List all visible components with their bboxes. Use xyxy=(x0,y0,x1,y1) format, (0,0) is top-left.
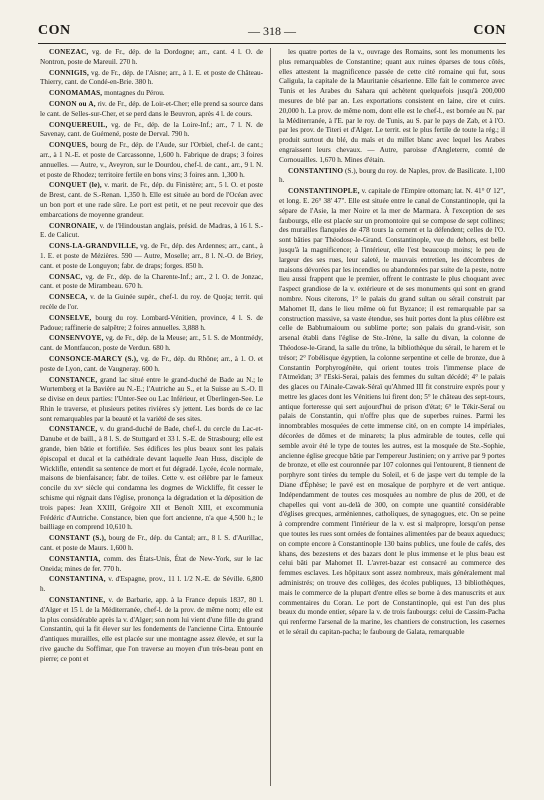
entry-text: vg. de Fr., dép. de l'Aisne; arr., à 1. E. et poste de Château-Thierry, cant. de Condé-en-Brie. 380 h. xyxy=(40,68,263,87)
entry-text: bourg du roy. Lombard-Vénitien, province, 4 l. S. de Padoue; raffinerie de salpêtre; 2 foires annuelles. 3,888 h. xyxy=(40,313,263,332)
entry-text: comm. des États-Unis, État de New-York, sur le lac Oneida; mines de fer. 770 h. xyxy=(40,554,263,573)
entry-headword: CONSENVOYE, xyxy=(49,334,104,343)
entry-text: vg. de Fr., dép. des Ardennes; arr., cant., à 1. E. et poste de Mézières. 590 — Autre, Moselle; arr., 8 l. N.-O. de Briey, cant. et poste de Longuyon; fabr. de draps; forges. 850 h. xyxy=(40,242,263,270)
page-number: — 318 — xyxy=(248,23,296,38)
entry-headword: CONSAC, xyxy=(49,272,83,281)
dictionary-entry xyxy=(40,334,263,354)
entry-text: v. de la Guinée supér., chef-l. du roy. de Quoja; territ. qui recèle de l'or. xyxy=(40,293,263,311)
entry-text: bourg de Fr., dép. de l'Aude, sur l'Orbiel, chef-l. de cant.; arr., à 1 N.-E. et poste de Carcassonne, 1,600 h. Fabrique de draps; 3 foires annuelles. — Autre, v., Aveyron, sur le Dourdou, chef-l. de cant., arr., 9 l. N. et poste de Rhodez; territoire fertile en bons vins; 3 foires ann. 1,300 h. xyxy=(40,141,263,179)
entry-headword: CONSECA, xyxy=(49,293,88,302)
entry-headword: CONSTANTINOPLE, xyxy=(288,187,360,196)
entry-headword: CONQUEREUIL, xyxy=(49,120,108,129)
entry-headword: CONSTANTINE, xyxy=(49,596,106,605)
entry-headword: CONNIGIS, xyxy=(49,68,89,77)
entry-headword: CONS-LA-GRANDVILLE, xyxy=(49,242,139,251)
entry-text: vg. de Fr., dép. de la Charente-Inf.; arr., 2 l. O. de Jonzac, cant. et poste de Mirambeau. 670 h. xyxy=(40,272,263,291)
entry-text: vg. de Fr., dép. de la Loire-Inf.; arr., 7 l. N. de Savenay, cant. de Guémené, poste de Derval. 790 h. xyxy=(40,120,263,139)
entry-headword: CONSELVE, xyxy=(49,313,92,322)
dictionary-entry xyxy=(40,69,263,89)
entry-text: v. capitale de l'Empire ottoman; lat. N. 41° 0' 12", et long. E. 26° 38' 47". Elle est située entre le canal de Constantinople, qui la sépare de l'Asie, la mer Noire et la mer de Marmara. À l'exception de ses faubourgs, elle est placée sur un promontoire qui se compose de sept collines; des murailles flanquées de 478 tours la cernent et la défendent; celles de l'O. sont bâties par Théodose-le-Grand. Constantinople, vue du dehors, est belle jusqu'à la magnificence; à l'intérieur, elle l'est beaucoup moins; le peu de largeur des ses rues, leur saleté, le mauvais entretien, les décombres de maisons dévorées par les incendies ou abandonnées par suite de la peste, notre lieu aussi frappent que le premier, offrent le contraste le plus choquant avec l'aspect grandiose de la v. extérieure et de ses monuments qui sont en grand nombre. Nous citerons, 1° le palais du grand sultan ou sérail construit par Mahomet II, dans le lieu même où fut Byzance; il est remarquable par sa construction massive, sa vaste étendue, ses huit portes dont la plus célèbre est celle de Babhumaioum ou sublime porte; son palais du grand-visir, son arsenal établi dans l'église de Ste.-Irène, la salle du divan, la colonne de Théodose-le-Grand, la salle du trône, la bibliothèque du sérail, le harem et le trésor; 2° l'obélisque égyptien, la colonne serpentine et celle de bronze, due à Constantin Porphyrogénète, qui orient toutes trois l'immense place de l'Atmeïdan; 3° l'Eski-Serai, palais des femmes du sultan décédé; 4° le palais des glaces ou l'Ainale-Cawak-Séraï qu'Ahmed III fit construire exprès pour y mettre les glaces dont les Vénitiens lui firent don; 5° le château des sept-tours, antique forteresse qui sert aujourd'hui de prison d'état; 6° le Tékir-Seraï ou palais de Constantin, qui n'offre plus que de superbes ruines. Parmi les innombrables mosquées de cette immense cité, on en compte 14 impériales, décorées de dômes et de minarets; la plus admirable de toutes, celle qui semble avoir été le type de toutes les autres, est la mosquée de Ste.-Sophie, ancienne église grecque bâtie par l'empereur Justinien; on y arrive par 9 portes de bronze, et elle est couronnée par 107 colonnes qui l'entourent, 8 tiennent de porphyre sont tirées du temple du Soleil, et 6 de jaspe vert du temple de la Diane d'Éphèse; le pavé est en mosaïque de porphyre et de vert antique. Indépendamment de toutes ces mosquées au nombre de plus de 200, et de chapelles qui vont au-delà de 300, on compte une quantité considérable d'églises grecques, arméniennes, catholiques, de synagogues, etc. On se peine à comprendre comment l'intérieur de la v. est si malpropre, lorsqu'on pense que toutes les rues sont ornées de fontaines alimentées par de beaux aqueducs; on compte encore à Constantinople 130 bains publics, une foule de cafés, des khans, des bezestens et des bazars dont le plus immense et le plus beau est celui bâti par Mahomet II. L'avret-bazar est consacré au commerce des femmes esclaves. Les hôpitaux sont assez nombreux, mais généralement mal administrés; on trouve des collèges, des écoles publiques, 13 bibliothèques, mais le commerce de la plupart d'entre elles se borne à des manuscrits et aux commentaires du Coran. Le port de Constantinople, qui est l'un des plus beaux du monde entier, sépare la v. de trois faubourgs: celui de Cassim-Pacha qui renferme l'arsenal de la marine, les chantiers de construction, les casernes et le sérail du capitan-pacha; le faubourg de Galata, remarquable xyxy=(279,187,505,637)
dictionary-entry xyxy=(40,596,263,665)
dictionary-entry xyxy=(40,293,263,313)
entry-text: vg. de Fr., dép. de la Meuse; arr., 5 l. S. de Montmédy, cant. de Montfaucon, poste de Verdun. 680 h. xyxy=(40,334,263,353)
dictionary-entry xyxy=(40,314,263,334)
dictionary-entry xyxy=(40,555,263,575)
column-divider xyxy=(270,48,271,786)
entry-headword: CONRONAIE, xyxy=(49,221,98,230)
page-header xyxy=(38,22,506,40)
entry-text: riv. de Fr., dép. de Loir-et-Cher; elle prend sa source dans le cant. de Selles-sur-Cher, et se perd dans le Beuvron, après 4 l. de cours. xyxy=(40,99,263,118)
entry-headword: CONSTANCE, xyxy=(49,425,98,434)
dictionary-entry xyxy=(40,376,263,425)
entry-headword: CONSTANT (S.), xyxy=(49,534,107,543)
left-column xyxy=(40,48,263,788)
dictionary-entry xyxy=(40,242,263,271)
dictionary-entry xyxy=(40,141,263,180)
dictionary-entry xyxy=(40,534,263,554)
entry-headword: CONSTANCE, xyxy=(49,375,98,384)
dictionary-entry xyxy=(40,273,263,293)
header-left-word: CON xyxy=(38,23,71,38)
entry-headword: CONQUET (le), xyxy=(49,181,102,190)
entry-headword: CONSONCE-MARCY (S.), xyxy=(49,354,139,363)
entry-text: v. du grand-duché de Bade, chef-l. du cercle du Lac-et-Danube et de baill., à 8 l. S. de Stuttgard et 33 l. S.-E. de Strasbourg; elle est grande, bien bâtie et fortifiée. Ses édifices les plus beaux sont les palais épiscopal et ducal et la cathédrale devant laquelle Jean Huss, disciple de Wicklifle, entendit sa sentence de mort et fut dégradé. Lycée, école normale, maisons de bienfaisance; fabr. de toiles. Cette v. est célèbre par le fameux concile du xvᵉ siècle qui condamna les dogmes de Wickliffe, fit cesser le schisme qui régnait dans l'église, prononça la dégradation et la déposition de trois papes: Jean XXIII, Grégoire XII et Benoît XIII, et excommunia Frédéric d'Autriche. Constance, bien que fort ancienne, n'a que 4,500 h.; le bailliage en comprend 10,610 h. xyxy=(40,425,263,532)
entry-text: v. d'Espagne, prov., 11 l. 1/2 N.-E. de Séville. 6,800 h. xyxy=(40,575,263,594)
dictionary-entry xyxy=(279,167,505,187)
right-column xyxy=(279,48,505,788)
entry-text: v. marit. de Fr., dép. du Finistère; arr., 5 l. O. et poste de Brest, cant. de S.-Renan. 1,350 h. Elle est située au bord de l'Océan avec un bon port et une rade sûre. Le port est petit, et ne peut recevoir que des embarcations de moyenne grandeur. xyxy=(40,181,263,219)
entry-text: vg. de Fr., dép. du Rhône; arr., à 1. O. et poste de Lyon, cant. de Vaugneray. 600 h. xyxy=(40,354,263,373)
dictionary-entry xyxy=(40,575,263,595)
dictionary-entry xyxy=(279,187,505,638)
dictionary-entry xyxy=(40,121,263,141)
entry-headword: CONON ou A, xyxy=(49,99,96,108)
entry-text: v. de Barbarie, app. à la France depuis 1837, 80 l. d'Alger et 15 l. de la Méditerranée, chef-l. de la prov. de même nom; elle est la plus considérable après la v. d'Alger; son nom lui vient d'une fille du grand Constantin, qui la fit élever sur les fondements de l'ancienne Cirta. Entourée d'antiques murailles, elle est placée sur une montagne assez élevée, et sur la rive gauche du Soffimar, que l'on traverse au moyen d'un très-beau pont en pierre; ce pont et xyxy=(40,596,263,663)
entry-headword: CONSTANTINA, xyxy=(49,575,106,584)
dictionary-entry xyxy=(40,181,263,220)
entry-text: les quatre portes de la v., ouvrage des Romains, sont les monuments les plus remarquables de Constantine; quant aux ruines éparses de tous côtés, elles attestent la magnificence passée de cette cité romaine qui fut, sous Caligula, la capitale de la Mauritanie césarienne. Elle fait le commerce avec Tunis et les Arabes du Sahara qui achètent quelquefois jusqu'à 200,000 mesures de blé par an. Les exportations consistent en laine, cire et cuirs. 20,000 h. La prov. de même nom, dont elle est le chef-l., est bornée au N. par la Méditerranée, à l'E. par le roy. de Tunis, au S. par le pays de Zab, et à l'O. par les prov. de Titeri et d'Alger. Le territ. est le plus fertile de toute la rég.; il produit surtout du blé, du maïs et du millet blanc avec lequel les Arabes engraissent leurs chevaux. — Autre, paroisse d'Angleterre, comté de Cornouailles. 1,670 h. Mines d'étain. xyxy=(279,48,505,164)
header-rule xyxy=(38,43,506,44)
entry-headword: CONQUES, xyxy=(49,141,88,150)
dictionary-entry xyxy=(40,100,263,120)
entry-text: v. de l'Hindoustan anglais, présid. de Madras, à 16 l. S.-E. de Calicut. xyxy=(40,221,263,240)
entry-text: (S.), bourg du roy. de Naples, prov. de Basilicate. 1,100 h. xyxy=(279,166,505,185)
dictionary-entry xyxy=(40,355,263,375)
entry-text: bourg de Fr., dép. du Cantal; arr., 8 l. S. d'Aurillac, cant. et poste de Maurs. 1,600 h. xyxy=(40,534,263,553)
entry-headword: CONEZAC, xyxy=(49,48,89,56)
dictionary-entry xyxy=(40,89,263,99)
dictionary-entry xyxy=(279,48,505,166)
entry-text: vg. de Fr., dép. de la Dordogne; arr., cant. 4 l. O. de Nontron, poste de Mareuil. 270 h. xyxy=(40,48,263,66)
entry-text: montagnes du Pérou. xyxy=(102,89,165,98)
dictionary-entry xyxy=(40,48,263,68)
header-right-word: CON xyxy=(473,23,506,38)
entry-headword: CONSTANTINO xyxy=(288,166,344,175)
dictionary-entry xyxy=(40,222,263,242)
entry-headword: CONSTANTIA, xyxy=(49,554,101,563)
entry-text: grand lac situé entre le grand-duché de Bade au N.; le Wurtemberg et la Bavière au N.-E.; l'Autriche au S., et la Suisse au S.-O. Il se divise en deux parties: l'Unter-See ou Lac Inférieur, et Überlingen-See. Le Rhin le traverse, et plusieurs petites rivières s'y jettent. Les bords de ce lac sont remarquables par la beauté et la variété de ses sites. xyxy=(40,375,263,423)
entry-headword: CONOMAMAS, xyxy=(49,89,103,98)
dictionary-entry xyxy=(40,425,263,533)
